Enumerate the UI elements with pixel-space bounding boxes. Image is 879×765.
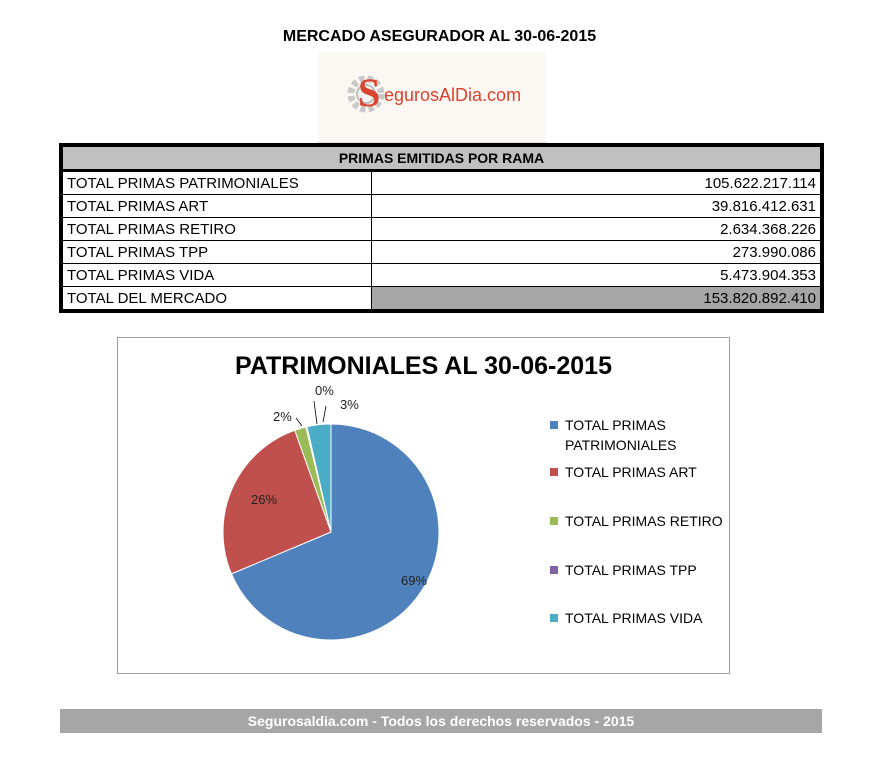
svg-text:S: S (358, 70, 381, 115)
legend-label: TOTAL PRIMAS RETIRO (565, 513, 723, 529)
row-label: TOTAL PRIMAS PATRIMONIALES (63, 171, 372, 195)
leader-line (296, 418, 302, 426)
table-row (63, 195, 821, 218)
legend-swatch (550, 468, 558, 476)
legend-swatch (550, 566, 558, 574)
legend-label: TOTAL PRIMAS TPP (565, 562, 697, 578)
pie-chart (117, 337, 730, 674)
row-value: 5.473.904.353 (372, 264, 821, 287)
total-row (63, 287, 821, 310)
table-row (63, 241, 821, 264)
table-row (63, 218, 821, 241)
leader-line (323, 406, 326, 422)
chart-title: PATRIMONIALES AL 30-06-2015 (235, 352, 612, 380)
leader-line (314, 401, 317, 424)
row-value: 39.816.412.631 (372, 195, 821, 218)
footer: Segurosaldia.com - Todos los derechos reservados - 2015 (60, 709, 822, 733)
total-value: 153.820.892.410 (372, 287, 821, 310)
legend-label: TOTAL PRIMAS VIDA (565, 610, 703, 626)
row-value: 273.990.086 (372, 241, 821, 264)
data-label-retiro: 2% (273, 409, 292, 424)
legend-swatch (550, 421, 558, 429)
legend-swatch (550, 614, 558, 622)
table-row (63, 264, 821, 287)
legend-label: TOTAL PRIMAS PATRIMONIALES (565, 417, 677, 453)
legend-swatch (550, 517, 558, 525)
row-label: TOTAL PRIMAS ART (63, 195, 372, 218)
data-label-tpp: 0% (315, 383, 334, 398)
svg-text:egurosAlDia.com: egurosAlDia.com (384, 85, 522, 105)
row-value: 2.634.368.226 (372, 218, 821, 241)
data-label-art: 26% (251, 492, 278, 507)
primas-table (59, 143, 824, 313)
row-value: 105.622.217.114 (372, 171, 821, 195)
table-header: PRIMAS EMITIDAS POR RAMA (63, 147, 821, 171)
legend-label: TOTAL PRIMAS ART (565, 464, 697, 480)
page-title: MERCADO ASEGURADOR AL 30-06-2015 (282, 28, 597, 45)
brand-logo (318, 52, 546, 143)
row-label: TOTAL PRIMAS TPP (63, 241, 372, 264)
data-label-patrimoniales: 69% (401, 573, 428, 588)
data-label-vida: 3% (340, 397, 359, 412)
row-label: TOTAL PRIMAS RETIRO (63, 218, 372, 241)
total-label: TOTAL DEL MERCADO (63, 287, 372, 310)
row-label: TOTAL PRIMAS VIDA (63, 264, 372, 287)
table-row (63, 171, 821, 195)
